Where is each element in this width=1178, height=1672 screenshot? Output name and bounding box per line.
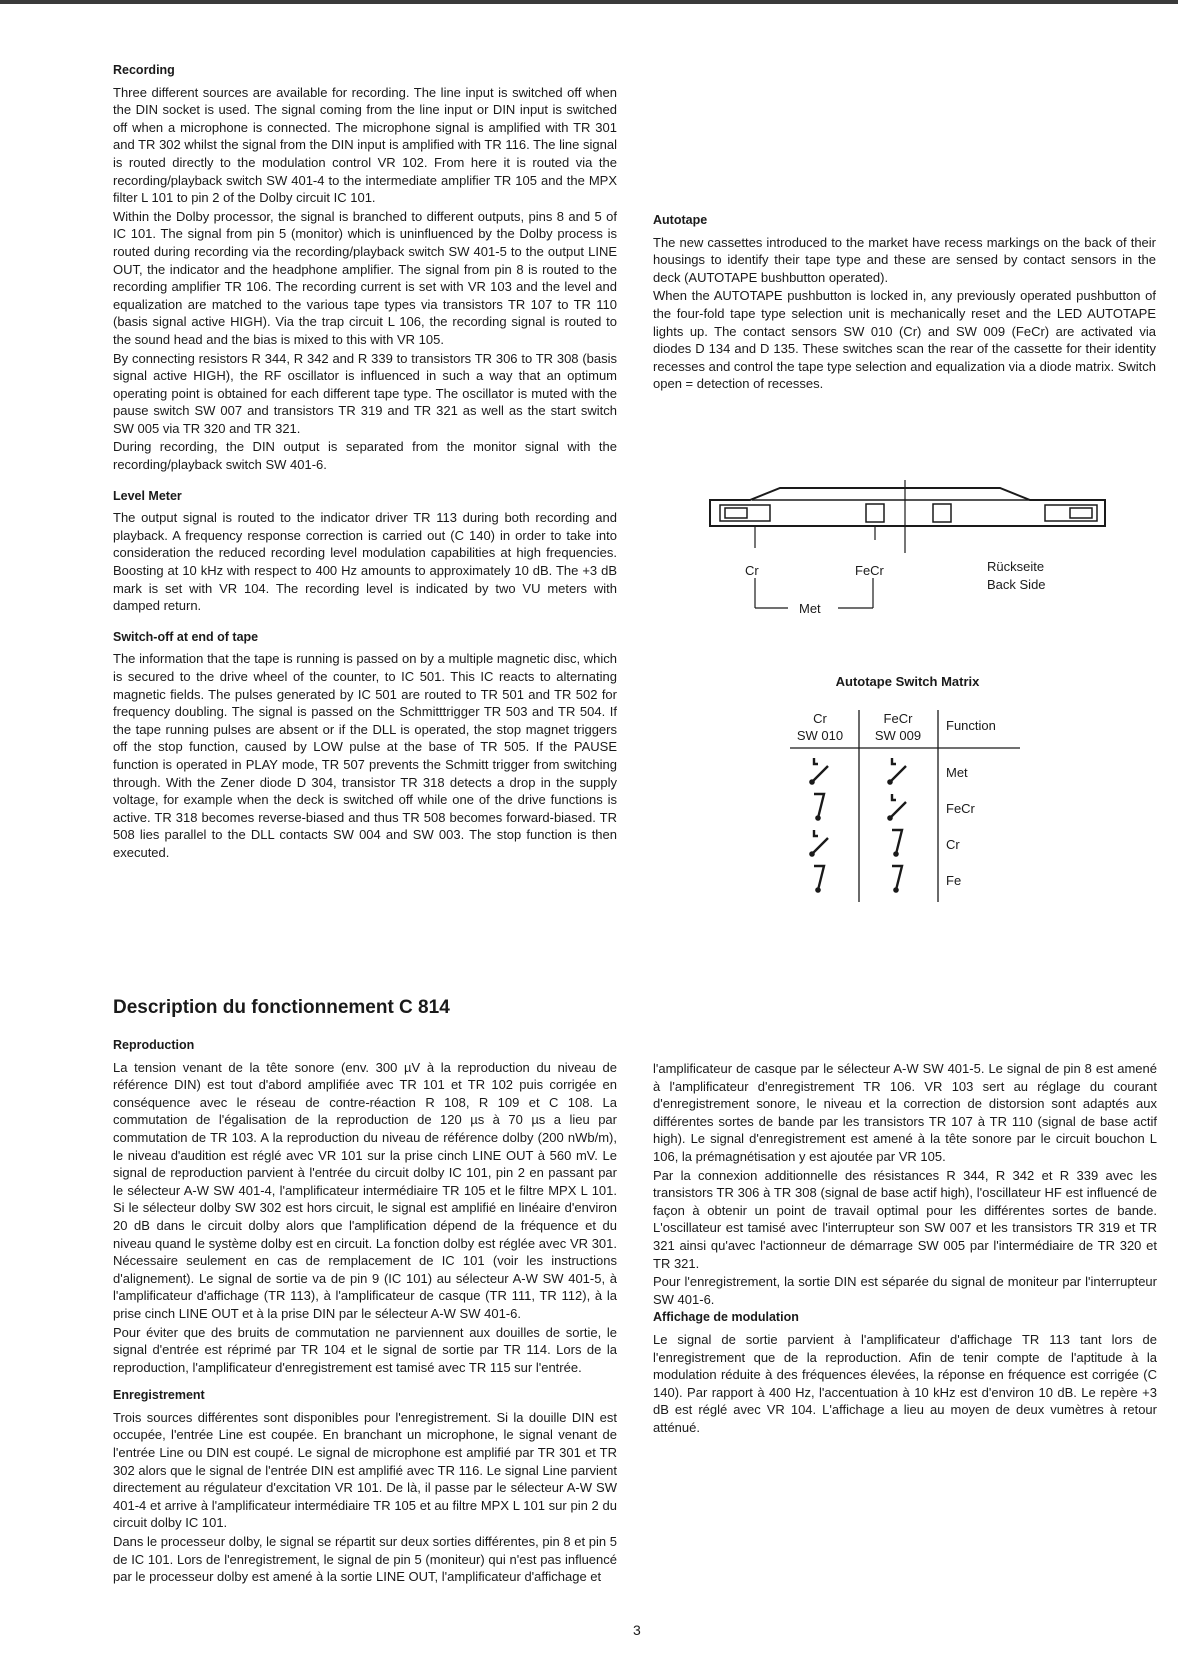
cr-sensor-label: Cr xyxy=(745,563,759,578)
switch-symbol-open xyxy=(887,758,906,785)
affichage-heading: Affichage de modulation xyxy=(653,1310,799,1325)
recording-paragraph: Within the Dolby processor, the signal is branched to different outputs, pins 8 and 5 of IC 101. The signal from pin 5 (monitor) which is uninfluenced by the Dolby process is routed during recording via the recording/playback switch SW 401-5 to the output LINE OUT, the indicator and the headphone amplifier. The signal from pin 8 is routed to the recording amplifier TR 106. The recording current is set with VR 103 and the level and equalization are matched to the various tape types via transistors TR 107 to TR 110 (basis signal active HIGH). Via the trap circuit L 106, the recording signal is routed to the sound head and the bias is mixed to this with VR 105. xyxy=(113,208,617,347)
matrix-header-function: Function xyxy=(946,718,996,733)
matrix-function-cell: FeCr xyxy=(946,801,975,816)
switch-symbol-open xyxy=(809,830,828,857)
fecr-sensor-label: FeCr xyxy=(855,563,884,578)
switch-symbol-closed xyxy=(814,866,824,893)
recording-paragraph: During recording, the DIN output is separated from the monitor signal with the recording/playback switch SW 401-6. xyxy=(113,439,617,473)
recording-paragraph: Three different sources are available for recording. The line input is switched off when the DIN socket is used. The signal coming from the line input or DIN input is switched off when a microphone is connected. The microphone signal is amplified with TR 301 and TR 302 whilst the signal from the DIN input is amplified with TR 116. The line signal is routed directly to the modulation control VR 102. From here it is routed via the recording/playback switch SW 401-4 to the intermediate amplifier TR 105 and the MPX filter L 101 to pin 2 of the Dolby circuit IC 101. xyxy=(113,84,617,206)
autotape-heading: Autotape xyxy=(653,213,708,227)
top-border-line xyxy=(0,0,1178,4)
matrix-function-cell: Cr xyxy=(946,837,960,852)
french-left-column xyxy=(113,1037,617,1597)
matrix-function-cell: Fe xyxy=(946,873,962,888)
page-number: 3 xyxy=(633,1622,641,1638)
english-right-column-top xyxy=(653,88,1157,200)
reproduction-heading: Reproduction xyxy=(113,1038,195,1052)
english-left-column xyxy=(113,62,617,942)
level-meter-heading: Level Meter xyxy=(113,488,182,503)
enregistrement-paragraph: Par la connexion additionnelle des résistances R 344, R 342 et R 339 avec les transistors TR 306 à TR 308 (signal de base actif high), l'oscillateur HF est influencé de façon à obtenir un point de travail optimal pour les différentes sortes de bande. L'oscillateur est tamisé avec l'interrupteur son SW 007 et les transistors TR 319 et TR 321 ainsi qu'avec l'actionneur de démarrage SW 005 par l'intermédiaire de TR 320 et TR 321. xyxy=(653,1167,1157,1271)
met-label: Met xyxy=(799,601,821,616)
rueckseite-label: Rückseite xyxy=(987,559,1045,574)
recording-heading: Recording xyxy=(113,63,175,77)
switch-symbol-closed xyxy=(892,866,902,893)
matrix-header-sw010: SW 010 xyxy=(796,728,844,743)
switch-symbol-open xyxy=(887,794,906,821)
back-side-label: Back Side xyxy=(987,577,1046,592)
autotape-paragraph: When the AUTOTAPE pushbutton is locked in, any previously operated pushbutton of the four-fold tape type selection unit is mechanically reset and the LED AUTOTAPE lights up. The contact sensors SW 010 (Cr) and SW 009 (FeCr) are activated via diodes D 134 and D 135. These switches scan the rear of the cassette for their identity recesses and control the tape type selection and equalization via a diode matrix. Switch open = detection of recesses. xyxy=(653,288,1156,392)
switch-symbol-open xyxy=(809,758,828,785)
affichage-paragraph: Le signal de sortie parvient à l'amplificateur d'affichage TR 113 tant lors de l'enregistrement que de la reproduction. Afin de tenir compte de l'aptitude à la modulation réduite à des fréquences élevées, la réponse en fréquence est corrigée (C 140). Par rapport à 400 Hz, l'accentuation à 10 kHz est d'environ 10 dB. Le repère +3 dB est réglé avec VR 104. L'affichage a lieu au moyen de deux vumètres à retour atténué. xyxy=(653,1331,1157,1435)
autotape-switch-matrix xyxy=(790,700,1020,910)
enregistrement-heading: Enregistrement xyxy=(113,1388,205,1403)
autotape-section xyxy=(653,212,1156,394)
switch-symbol-closed xyxy=(892,830,902,857)
enregistrement-paragraph: Pour l'enregistrement, la sortie DIN est séparée du signal de moniteur par l'interrupteur SW 401-6. xyxy=(653,1274,1157,1307)
switch-off-paragraph: The information that the tape is running is passed on by a multiple magnetic disc, which is secured to the drive wheel of the counter, to IC 501. This IC reacts to alternating magnetic fields. The pulses generated by IC 501 are routed to TR 501 and TR 502 for frequency doubling. The signal is passed on the Schmitttrigger TR 503 and TR 504. If the tape running pulses are absent or if the DLL is operated, the stop magnet triggers off the stop function, caused by LOW pulse at the base of TR 505. If the PAUSE function is operated in PLAY mode, TR 507 prevents the Schmitt trigger from switching through. With the Zener diode D 304, transistor TR 318 detects a drop in the supply voltage, for example when the deck is switched off while one of the drive functions is active. TR 318 becomes reverse-biased and thus TR 508 becomes forward-biased. TR 508 lies parallel to the DLL contacts SW 004 and SW 003. The stop function is then executed. xyxy=(113,651,617,860)
matrix-title: Autotape Switch Matrix xyxy=(835,674,980,689)
recording-paragraph: By connecting resistors R 344, R 342 and R 339 to transistors TR 306 to TR 308 (basis signal active HIGH), the RF oscillator is influenced in such a way that an optimum operating point is obtained for each different tape type. The oscillator is muted with the pause switch SW 007 and transistors TR 319 and TR 321 as well as the start switch SW 005 via TR 320 and TR 321. xyxy=(113,350,617,436)
reproduction-paragraph: Pour éviter que des bruits de commutation ne parviennent aux douilles de sortie, le signal d'entrée est réprimé par TR 104 et le signal de sortie par TR 114. Lors de la reproduction, l'amplificateur d'enregistrement est tamisé avec TR 115 sur l'entrée. xyxy=(113,1324,617,1375)
french-right-column xyxy=(653,1060,1157,1600)
enregistrement-paragraph: Trois sources différentes sont disponibles pour l'enregistrement. Si la douille DIN est occupée, l'entrée Line est coupée. En branchant un microphone, le signal venant de l'entrée Line ou DIN est coupé. Le signal de microphone est amplifié par TR 301 et TR 302 alors que le signal de l'entrée DIN est amplifié avec TR 116. Le signal Line parvient directement au régulateur d'excitation VR 101. De là, il passe par le sélecteur A-W SW 401-4 et arrive à l'amplificateur intermédiaire TR 105 et au filtre MPX L 101 sur pin 2 du circuit dolby IC 101. xyxy=(113,1409,617,1531)
level-meter-paragraph: The output signal is routed to the indicator driver TR 113 during both recording and playback. A frequency response correction is carried out (C 140) in order to take into consideration the reduced recording level modulation capabilities at high frequencies. Boosting at 10 kHz with respect to 400 Hz amounts to approximately 10 dB. The +3 dB mark is set with VR 104. The recording level is indicated by two VU meters with damped return. xyxy=(113,510,617,614)
autotape-paragraph: The new cassettes introduced to the market have recess markings on the back of their housings to identify their tape type and these are sensed by contact sensors in the deck (AUTOTAPE bushbutton operated). xyxy=(653,234,1156,285)
matrix-header-fecr: FeCr xyxy=(883,711,913,726)
matrix-header-sw009: SW 009 xyxy=(874,728,922,743)
cassette-back-diagram xyxy=(700,478,1120,628)
reproduction-paragraph: La tension venant de la tête sonore (env. 300 µV à la reproduction du niveau de référence DIN) est tout d'abord amplifiée avec TR 101 et TR 102 puis corrigée en conséquence avec le réseau de contre-réaction R 108, R 109 et C 108. La commutation de l'égalisation de la reproduction de 120 µs à 70 µs a lieu par commutation de TR 103. A la reproduction du niveau de référence dolby (200 nWb/m), le niveau d'audition est réglé avec VR 101 sur la prise cinch LINE OUT à 560 mV. Le signal de reproduction parvient à l'entrée du circuit dolby IC 101, pin 2 en passant par le sélecteur A-W SW 401-4, l'amplificateur intermédiaire TR 105 et le filtre MPX L 101. Si le sélecteur dolby SW 302 est hors circuit, le signal est amplifié en linéaire d'environ 20 dB dans le circuit dolby alors que l'amplification dépend de la fréquence et du niveau quand le système dolby est en circuit. La fonction dolby est réglée avec VR 301. Nécessaire seulement en cas de remplacement de IC 101 (voir les instructions d'alignement). Le signal de sortie va de pin 9 (IC 101) au sélecteur A-W SW 401-5, à l'amplificateur d'affichage (TR 113), à l'amplificateur de casque (TR 111, TR 112), à la prise cinch LINE OUT et à la prise DIN par le sélecteur A-W SW 401-6. xyxy=(113,1059,617,1321)
enregistrement-paragraph: l'amplificateur de casque par le sélecteur A-W SW 401-5. Le signal de pin 8 est amené à l'amplificateur d'enregistrement TR 106. VR 103 sert au réglage du courant d'enregistrement sonore, le niveau et la correction de distorsion sont adaptés aux différentes sortes de bande par les transistors TR 107 à TR 110 (signal de base actif high). Le signal d'enregistrement est amené à la tête sonore par le circuit bouchon L 106, la prémagnétisation y est ajoutée par VR 105. xyxy=(653,1061,1157,1164)
matrix-function-cell: Met xyxy=(946,765,968,780)
switch-symbol-closed xyxy=(814,794,824,821)
switch-off-heading: Switch-off at end of tape xyxy=(113,629,259,644)
matrix-header-cr: Cr xyxy=(813,711,827,726)
enregistrement-paragraph: Dans le processeur dolby, le signal se répartit sur deux sorties différentes, pin 8 et pin 5 de IC 101. Lors de l'enregistrement, le signal de pin 5 (moniteur) qui n'est pas influencé par le processeur dolby est amené à la sortie LINE OUT, l'amplificateur d'affichage et xyxy=(113,1534,617,1585)
french-section-title: Description du fonctionnement C 814 xyxy=(113,997,450,1018)
